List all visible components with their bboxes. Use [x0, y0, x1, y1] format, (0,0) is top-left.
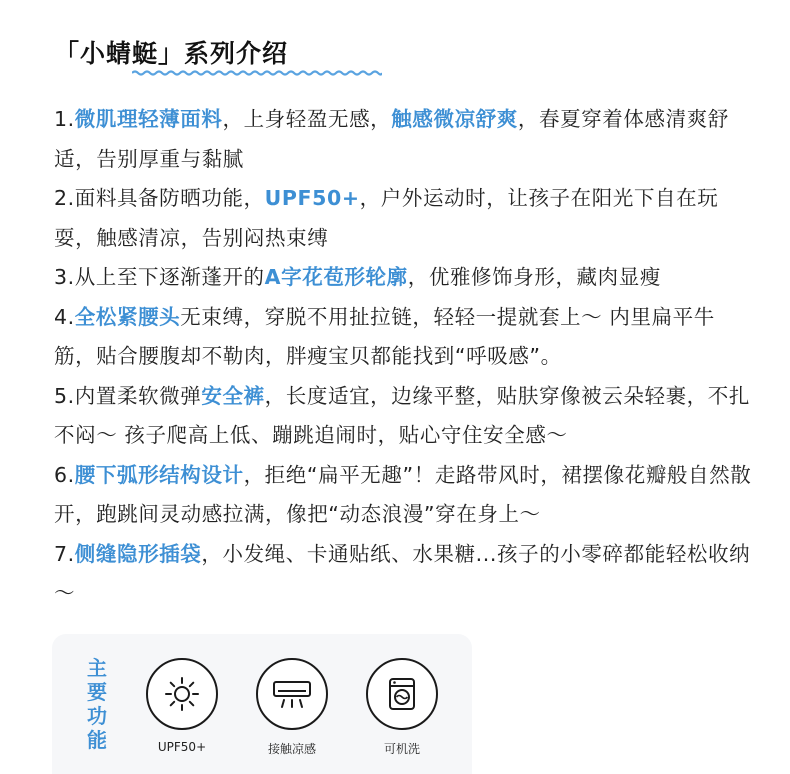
feature-item: [54, 258, 754, 298]
air-conditioner-icon: [270, 674, 314, 714]
feature-item: [54, 298, 754, 377]
function-label: 接触凉感: [267, 742, 316, 756]
feature-text: ，上身轻盈无感，: [222, 107, 392, 131]
feature-text: 无束缚，穿脱不用扯拉链，轻轻一提就套上～ 内里扁平牛筋，贴合腰腹却不勒肉，胖瘦宝贝都能找到“呼吸感”。: [54, 304, 715, 368]
feature-item: [54, 100, 754, 179]
function-icon-circle: [256, 658, 328, 730]
function-item-cooling: [242, 658, 342, 757]
feature-highlight: 触感微凉舒爽: [391, 107, 518, 131]
main-functions-panel: [52, 634, 472, 774]
feature-item: [54, 179, 754, 258]
title-block: [54, 34, 288, 70]
feature-text: 6.: [54, 462, 75, 487]
feature-highlight: 侧缝隐形插袋: [74, 541, 202, 566]
feature-text: 7.: [54, 541, 75, 566]
washing-machine-icon: [382, 674, 422, 714]
feature-text: ，长度适宜，边缘平整，贴肤穿像被云朵轻裹，不扎不闷～ 孩子爬高上低、蹦跳追闹时，贴心守住安全感～: [54, 383, 750, 447]
feature-text: ，春夏穿着体感清爽舒适，告别厚重与黏腻: [54, 107, 729, 171]
feature-text: ，小发绳、卡通贴纸、水果糖...孩子的小零碎都能轻松收纳～: [54, 541, 751, 605]
feature-text: 3.从上至下逐渐蓬开的: [54, 265, 265, 289]
feature-text: ，拒绝“扁平无趣”！走路带风时，裙摆像花瓣般自然散开，跑跳间灵动感拉满，像把“动态浪漫”穿在身上～: [54, 462, 752, 526]
function-label: UPF50+: [157, 740, 207, 754]
feature-highlight: 全松紧腰头: [74, 304, 181, 329]
feature-highlight: A字花苞形轮廓: [264, 265, 408, 289]
functions-panel-label: 主要功能: [87, 656, 107, 752]
feature-highlight: UPF50+: [264, 186, 360, 210]
feature-item: [54, 377, 754, 456]
feature-text: 2.面料具备防晒功能，: [54, 186, 265, 210]
function-item-upf: [132, 658, 232, 754]
function-icon-circle: [146, 658, 218, 730]
feature-text: 1.: [54, 107, 75, 131]
feature-text: ，户外运动时，让孩子在阳光下自在玩耍，触感清凉，告别闷热束缚: [54, 186, 719, 250]
feature-highlight: 安全裤: [201, 383, 265, 408]
wavy-underline-decoration: [132, 70, 382, 76]
feature-text: ，优雅修饰身形，藏肉显瘦: [407, 265, 661, 289]
feature-item: [54, 456, 754, 535]
feature-text: 5.内置柔软微弹: [54, 383, 202, 408]
page-title: 「小蜻蜓」系列介绍: [54, 39, 289, 68]
function-label: 可机洗: [383, 742, 420, 756]
feature-item: [54, 535, 754, 614]
feature-highlight: 微肌理轻薄面料: [74, 107, 223, 131]
sun-icon: [162, 674, 202, 714]
function-item-machine-wash: [352, 658, 452, 757]
feature-highlight: 腰下弧形结构设计: [74, 462, 244, 487]
function-icon-circle: [366, 658, 438, 730]
feature-text: 4.: [54, 304, 75, 329]
feature-list: [54, 100, 754, 614]
